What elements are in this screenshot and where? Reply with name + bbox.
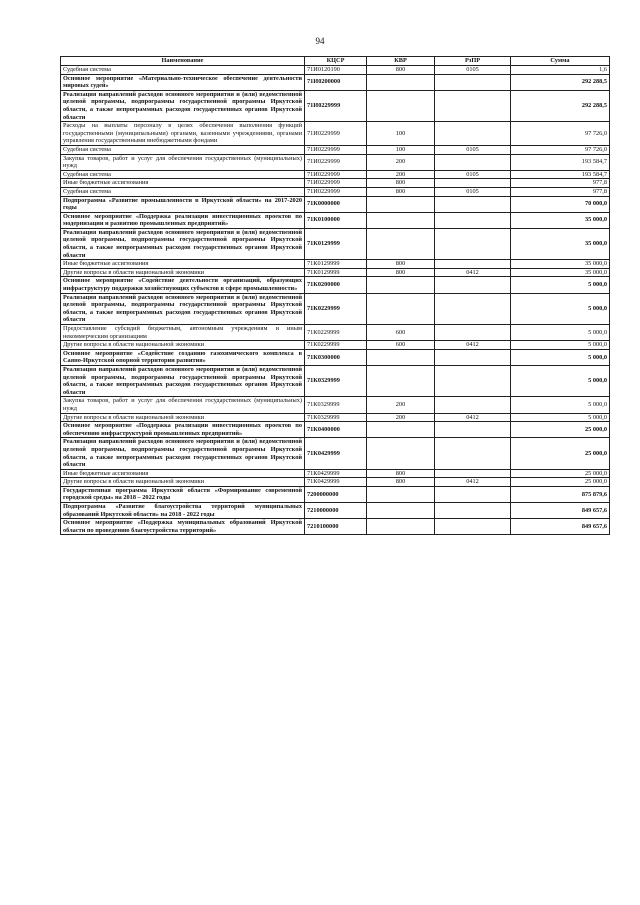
cell-kvr: 800 xyxy=(367,478,435,487)
cell-rzpr xyxy=(435,349,511,365)
cell-code: 71К0429999 xyxy=(305,478,367,487)
cell-code: 71И0229999 xyxy=(305,122,367,146)
cell-sum: 25 000,0 xyxy=(511,469,610,478)
table-row xyxy=(61,187,610,196)
cell-rzpr xyxy=(435,325,511,341)
cell-name: Другие вопросы в области национальной экономики xyxy=(61,413,305,422)
cell-code: 71К0429999 xyxy=(305,438,367,469)
cell-name: Основное мероприятие «Содействие деятельности организаций, образующих инфраструктуру поддержки хозяйствующих субъектов в сфере промышленности» xyxy=(61,277,305,293)
table-body xyxy=(61,66,610,535)
cell-sum: 5 000,0 xyxy=(511,365,610,396)
cell-sum: 875 879,6 xyxy=(511,486,610,502)
cell-name: Иные бюджетные ассигнования xyxy=(61,469,305,478)
table-header xyxy=(61,57,610,66)
cell-rzpr xyxy=(435,365,511,396)
cell-rzpr: 0412 xyxy=(435,478,511,487)
cell-rzpr xyxy=(435,277,511,293)
cell-sum: 35 000,0 xyxy=(511,212,610,228)
cell-sum: 5 000,0 xyxy=(511,349,610,365)
cell-code: 71К0229999 xyxy=(305,293,367,324)
cell-kvr xyxy=(367,486,435,502)
cell-kvr: 800 xyxy=(367,260,435,269)
cell-kvr: 800 xyxy=(367,66,435,75)
cell-name: Реализация направлений расходов основного мероприятия и (или) ведомственной целевой программы, подпрограммы государственной программы Иркутской области, а также непрограммных расходов государственных органов Иркутской области xyxy=(61,438,305,469)
cell-sum: 5 000,0 xyxy=(511,413,610,422)
cell-name: Основное мероприятие «Поддержка муниципальных образований Иркутской области по проведению благоустройства территорий» xyxy=(61,519,305,535)
cell-code: 71К0129999 xyxy=(305,268,367,277)
cell-kvr xyxy=(367,212,435,228)
table-row xyxy=(61,503,610,519)
cell-kvr xyxy=(367,196,435,212)
cell-name: Иные бюджетные ассигнования xyxy=(61,260,305,269)
cell-kvr xyxy=(367,519,435,535)
header-name: Наименование xyxy=(61,57,305,66)
cell-code: 7210000000 xyxy=(305,503,367,519)
cell-sum: 5 000,0 xyxy=(511,341,610,350)
cell-rzpr xyxy=(435,154,511,170)
cell-rzpr xyxy=(435,293,511,324)
cell-kvr: 800 xyxy=(367,187,435,196)
cell-kvr xyxy=(367,90,435,121)
cell-kvr: 200 xyxy=(367,170,435,179)
cell-rzpr: 0412 xyxy=(435,268,511,277)
cell-kvr xyxy=(367,422,435,438)
cell-code: 71К0200000 xyxy=(305,277,367,293)
cell-name: Государственная программа Иркутской области «Формирование современной городской среды» на 2018 – 2022 годы xyxy=(61,486,305,502)
cell-sum: 70 000,0 xyxy=(511,196,610,212)
cell-name: Реализация направлений расходов основного мероприятия и (или) ведомственной целевой программы, подпрограммы государственной программы Иркутской области, а также непрограммных расходов государственных органов Иркутской области xyxy=(61,293,305,324)
table-row xyxy=(61,170,610,179)
table-row xyxy=(61,154,610,170)
table-row xyxy=(61,325,610,341)
cell-name: Реализация направлений расходов основного мероприятия и (или) ведомственной целевой программы, подпрограммы государственной программы Иркутской области, а также непрограммных расходов государственных органов Иркутской области xyxy=(61,228,305,259)
cell-code: 71И0229999 xyxy=(305,154,367,170)
cell-name: Судебная система xyxy=(61,170,305,179)
cell-name: Основное мероприятие «Содействие созданию газохимического комплекса в Саяно-Иркутской опорной территории развития» xyxy=(61,349,305,365)
cell-name: Основное мероприятие «Поддержка реализации инвестиционных проектов по обеспечению инфраструктурой промышленных предприятий» xyxy=(61,422,305,438)
cell-rzpr: 0105 xyxy=(435,145,511,154)
table-row xyxy=(61,74,610,90)
table-row xyxy=(61,268,610,277)
cell-name: Судебная система xyxy=(61,66,305,75)
cell-kvr xyxy=(367,293,435,324)
table-row xyxy=(61,196,610,212)
cell-sum: 193 584,7 xyxy=(511,170,610,179)
cell-code: 7210100000 xyxy=(305,519,367,535)
table-row xyxy=(61,179,610,188)
cell-sum: 35 000,0 xyxy=(511,260,610,269)
cell-rzpr xyxy=(435,486,511,502)
cell-code: 71К0329999 xyxy=(305,365,367,396)
cell-sum: 5 000,0 xyxy=(511,293,610,324)
cell-code: 71И0120190 xyxy=(305,66,367,75)
table-row xyxy=(61,277,610,293)
cell-code: 71И0229999 xyxy=(305,145,367,154)
cell-sum: 5 000,0 xyxy=(511,397,610,413)
header-sum: Сумма xyxy=(511,57,610,66)
cell-code: 71К0329999 xyxy=(305,397,367,413)
cell-name: Другие вопросы в области национальной экономики xyxy=(61,341,305,350)
cell-code: 71И0229999 xyxy=(305,187,367,196)
budget-table xyxy=(60,56,610,535)
cell-rzpr xyxy=(435,74,511,90)
cell-kvr: 200 xyxy=(367,413,435,422)
cell-rzpr: 0412 xyxy=(435,413,511,422)
cell-code: 71К0129999 xyxy=(305,228,367,259)
cell-rzpr xyxy=(435,397,511,413)
cell-code: 71К0129999 xyxy=(305,260,367,269)
cell-sum: 5 000,0 xyxy=(511,277,610,293)
cell-code: 71К0400000 xyxy=(305,422,367,438)
page-number: 94 xyxy=(315,36,325,46)
cell-sum: 849 657,6 xyxy=(511,503,610,519)
table-row xyxy=(61,66,610,75)
table-row xyxy=(61,413,610,422)
cell-name: Подпрограмма «Развитие благоустройства территорий муниципальных образований Иркутской области» на 2018 - 2022 годы xyxy=(61,503,305,519)
cell-code: 71К0000000 xyxy=(305,196,367,212)
cell-sum: 292 288,5 xyxy=(511,90,610,121)
cell-name: Другие вопросы в области национальной экономики xyxy=(61,268,305,277)
cell-sum: 97 726,0 xyxy=(511,122,610,146)
cell-sum: 849 657,6 xyxy=(511,519,610,535)
cell-rzpr xyxy=(435,228,511,259)
cell-rzpr xyxy=(435,519,511,535)
cell-name: Реализация направлений расходов основного мероприятия и (или) ведомственной целевой программы, подпрограммы государственной программы Иркутской области, а также непрограммных расходов государственных органов Иркутской области xyxy=(61,90,305,121)
cell-name: Закупка товаров, работ и услуг для обеспечения государственных (муниципальных) нужд xyxy=(61,397,305,413)
table-row xyxy=(61,478,610,487)
cell-sum: 292 288,5 xyxy=(511,74,610,90)
cell-code: 71И0200000 xyxy=(305,74,367,90)
table-row xyxy=(61,122,610,146)
cell-kvr: 800 xyxy=(367,268,435,277)
cell-name: Судебная система xyxy=(61,187,305,196)
table-row xyxy=(61,212,610,228)
cell-code: 71И0229999 xyxy=(305,90,367,121)
table-row xyxy=(61,90,610,121)
cell-rzpr xyxy=(435,503,511,519)
header-code: КЦСР xyxy=(305,57,367,66)
table-row xyxy=(61,145,610,154)
cell-code: 71К0329999 xyxy=(305,413,367,422)
cell-sum: 25 000,0 xyxy=(511,422,610,438)
header-rzpr: РзПР xyxy=(435,57,511,66)
table-row xyxy=(61,349,610,365)
cell-sum: 25 000,0 xyxy=(511,478,610,487)
cell-name: Закупка товаров, работ и услуг для обеспечения государственных (муниципальных) нужд xyxy=(61,154,305,170)
cell-code: 71И0229999 xyxy=(305,179,367,188)
cell-code: 71К0100000 xyxy=(305,212,367,228)
cell-sum: 5 000,0 xyxy=(511,325,610,341)
cell-name: Подпрограмма «Развитие промышленности в Иркутской области» на 2017-2020 годы xyxy=(61,196,305,212)
cell-kvr: 800 xyxy=(367,469,435,478)
table-row xyxy=(61,519,610,535)
cell-rzpr xyxy=(435,122,511,146)
cell-kvr xyxy=(367,503,435,519)
header-kvr: КВР xyxy=(367,57,435,66)
cell-rzpr xyxy=(435,90,511,121)
cell-kvr: 200 xyxy=(367,154,435,170)
cell-sum: 977,8 xyxy=(511,179,610,188)
cell-rzpr xyxy=(435,438,511,469)
table-row xyxy=(61,486,610,502)
table-row xyxy=(61,438,610,469)
table-row xyxy=(61,293,610,324)
table-row xyxy=(61,397,610,413)
cell-rzpr xyxy=(435,179,511,188)
cell-rzpr xyxy=(435,260,511,269)
cell-sum: 193 584,7 xyxy=(511,154,610,170)
cell-sum: 25 000,0 xyxy=(511,438,610,469)
cell-sum: 1,6 xyxy=(511,66,610,75)
cell-kvr xyxy=(367,438,435,469)
table-row xyxy=(61,422,610,438)
table-row xyxy=(61,228,610,259)
cell-kvr: 600 xyxy=(367,325,435,341)
cell-sum: 977,8 xyxy=(511,187,610,196)
cell-name: Иные бюджетные ассигнования xyxy=(61,179,305,188)
cell-kvr xyxy=(367,365,435,396)
cell-kvr xyxy=(367,228,435,259)
cell-name: Другие вопросы в области национальной экономики xyxy=(61,478,305,487)
cell-code: 71К0429999 xyxy=(305,469,367,478)
cell-kvr xyxy=(367,74,435,90)
cell-name: Основное мероприятие «Поддержка реализации инвестиционных проектов по модернизации и развитию промышленных предприятий» xyxy=(61,212,305,228)
cell-name: Реализация направлений расходов основного мероприятия и (или) ведомственной целевой программы, подпрограммы государственной программы Иркутской области, а также непрограммных расходов государственных органов Иркутской области xyxy=(61,365,305,396)
cell-name: Основное мероприятие «Материально-техническое обеспечение деятельности мировых судей» xyxy=(61,74,305,90)
cell-kvr: 200 xyxy=(367,397,435,413)
cell-rzpr: 0105 xyxy=(435,170,511,179)
header-row xyxy=(61,57,610,66)
cell-name: Предоставление субсидий бюджетным, автономным учреждениям и иным некоммерческим организациям xyxy=(61,325,305,341)
cell-rzpr xyxy=(435,196,511,212)
cell-kvr: 800 xyxy=(367,179,435,188)
table-row xyxy=(61,341,610,350)
cell-rzpr xyxy=(435,422,511,438)
cell-kvr xyxy=(367,277,435,293)
cell-kvr: 100 xyxy=(367,145,435,154)
cell-sum: 97 726,0 xyxy=(511,145,610,154)
cell-rzpr: 0105 xyxy=(435,187,511,196)
cell-name: Судебная система xyxy=(61,145,305,154)
cell-sum: 35 000,0 xyxy=(511,228,610,259)
cell-kvr: 100 xyxy=(367,122,435,146)
cell-sum: 35 000,0 xyxy=(511,268,610,277)
cell-rzpr xyxy=(435,469,511,478)
cell-rzpr: 0105 xyxy=(435,66,511,75)
cell-code: 7200000000 xyxy=(305,486,367,502)
table-row xyxy=(61,469,610,478)
cell-kvr xyxy=(367,349,435,365)
cell-code: 71К0229999 xyxy=(305,325,367,341)
cell-name: Расходы на выплаты персоналу в целях обеспечения выполнения функций государственными (муниципальными) органами, казенными учреждениями, органами управления государственными внебюджетными фондами xyxy=(61,122,305,146)
table-row xyxy=(61,365,610,396)
cell-rzpr xyxy=(435,212,511,228)
cell-code: 71К0229999 xyxy=(305,341,367,350)
cell-code: 71К0300000 xyxy=(305,349,367,365)
cell-rzpr: 0412 xyxy=(435,341,511,350)
cell-kvr: 600 xyxy=(367,341,435,350)
table-row xyxy=(61,260,610,269)
cell-code: 71И0229999 xyxy=(305,170,367,179)
